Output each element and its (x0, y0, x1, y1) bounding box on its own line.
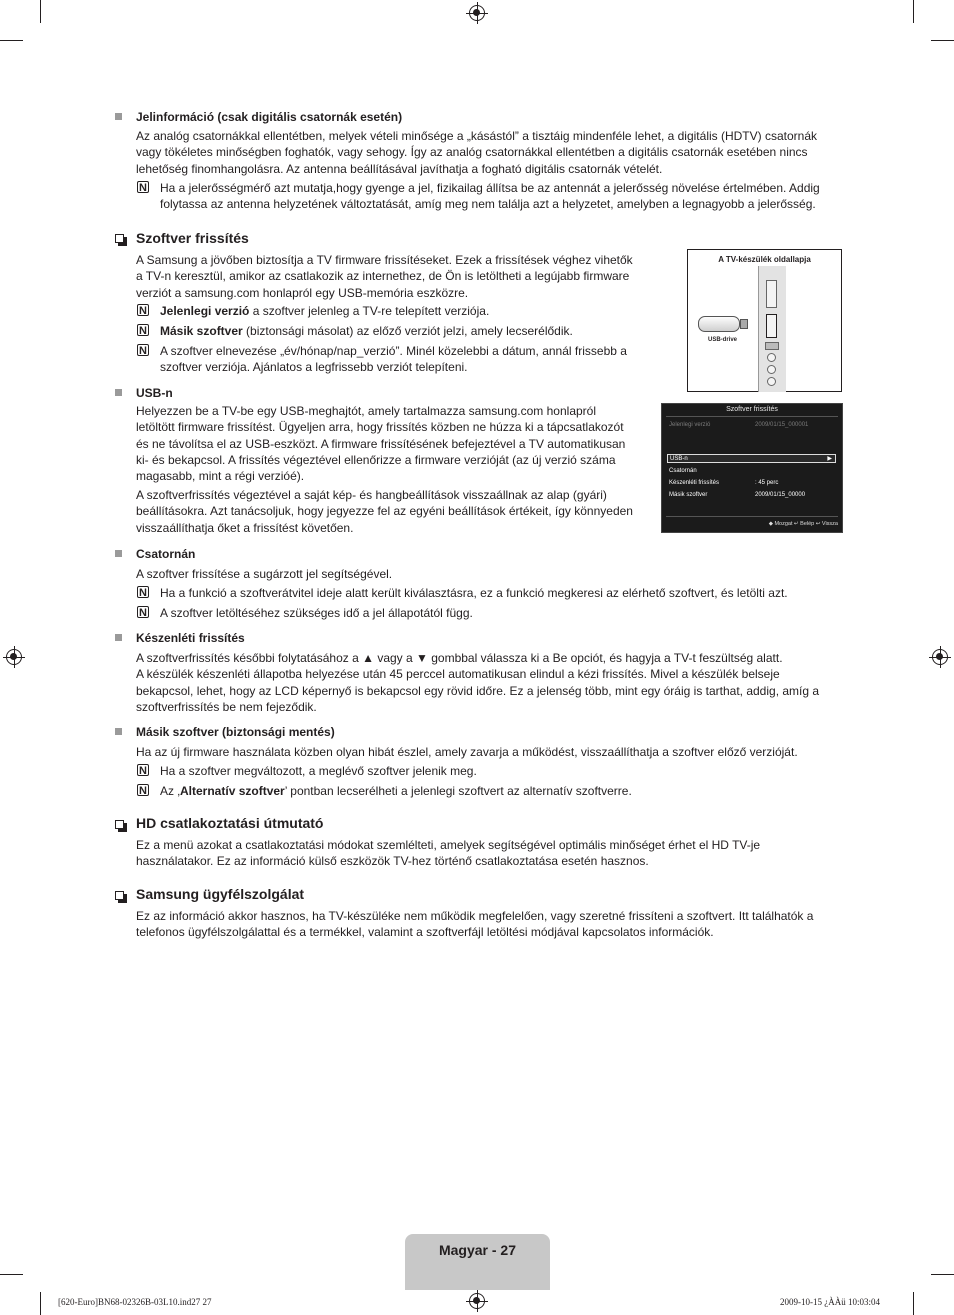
text-line: és ne távolítsa el az USB-eszközt. A firmware frissítésének befejeztével a TV automatikusan (136, 436, 626, 451)
note-text: ’ pontban lecserélheti a jelenlegi szoftvert az alternatív szoftverre. (284, 784, 632, 798)
crop-mark (0, 40, 23, 41)
other-software-note (160, 323, 573, 339)
alternative-body: Ha az új firmware használata közben olyan hibát észlel, amely zavarja a működést, visszaállíthatja a szoftver előző verzióját. (136, 745, 798, 759)
usb-drive-icon (698, 316, 740, 332)
text-line: lehetőség finomhangolásra. Az antenna beállításával javíthatja a fogható digitális csatornák vételét. (136, 161, 663, 176)
signal-info-heading: Jelinformáció (csak digitális csatornák esetén) (136, 110, 403, 124)
naming-note (160, 343, 627, 376)
text-line: A készülék készenléti állapotba helyezése után 45 perccel automatikusan elindul a kézi frissítés. Mivel a készülék belseje (136, 667, 780, 682)
registration-mark-icon (932, 649, 948, 665)
bullet-square-icon (115, 113, 122, 120)
av-label-icon (765, 342, 779, 350)
note-icon: N (137, 586, 149, 598)
crop-mark (40, 1292, 41, 1315)
bold-term: Alternatív szoftver (180, 784, 285, 798)
text-line: A Samsung a jövőben biztosítja a TV firmware frissítéseket. Ezek a frissítések véghez vihetők (136, 253, 633, 267)
osd-value: 2009/01/15_00000 (755, 492, 806, 498)
hd-guide-heading: HD csatlakoztatási útmutató (136, 815, 324, 831)
checkbox-bullet-icon (115, 891, 124, 900)
text-line: A szoftverfrissítés végeztével a saját kép- és hangbeállítások visszaállnak az alap (gyári) (136, 488, 607, 502)
current-version-note (160, 303, 489, 319)
text-line: folytassa az antenna helyzetének változtatását, amíg meg nem találja azt a helyzetet, amelyben a legnagyobb a jelerősség. (160, 197, 816, 212)
checkbox-bullet-icon (115, 234, 124, 243)
text-line: telefonos ügyfélszolgálattal és a termékkel, valamint a szoftverfájl letöltési módjával kapcsolatos információk. (136, 925, 714, 940)
osd-value: 2009/01/15_000001 (755, 422, 809, 428)
usb-port-icon (766, 314, 777, 338)
arrow-right-icon: ▶ (827, 456, 832, 462)
text-line: letöltött firmware frissítést. Ügyeljen arra, hogy frissítés közben ne húzza ki a tápcsatlakozót (136, 420, 624, 435)
osd-label: Készenléti frissítés (669, 480, 720, 486)
crop-mark (931, 1274, 954, 1275)
osd-row-channel[interactable] (669, 467, 836, 476)
tv-side-panel-figure (687, 249, 842, 392)
text-line: a TV-n keresztül, amikor az csatlakozik az internethez, de Ön is letöltheti a legújabb firmware (136, 269, 630, 284)
note-icon: N (137, 606, 149, 618)
text-line: magasabb, mint a régi verzióé). (136, 469, 305, 484)
text-line: A szoftverfrissítés későbbi folytatásához a ▲ vagy a ▼ gombbal válassza ki a Be opciót, és hagyja a TV-t feszültség alatt. (136, 651, 783, 665)
support-body (136, 908, 813, 941)
text-line: A szoftver elnevezése „év/hónap/nap_verzió”. Minél közelebbi a dátum, annál frissebb a (160, 344, 627, 358)
note-text: Az ‚ (160, 784, 181, 798)
bullet-square-icon (115, 550, 122, 557)
text-line: beállításokra. Azt tanácsoljuk, hogy jegyezze fel az egyéni beállítások értékeit, így könnyeden (136, 504, 633, 519)
note-text: (biztonsági másolat) az előző verziót jelzi, amely lecserélődik. (242, 324, 573, 338)
text-line: verziót a samsung.com honlapról egy USB-memória eszközre. (136, 285, 469, 300)
software-update-osd (661, 403, 843, 533)
crop-mark (40, 0, 41, 23)
hd-guide-body (136, 837, 760, 870)
alternative-note-1: Ha a szoftver megváltozott, a meglévő szoftver jelenik meg. (160, 764, 477, 778)
osd-label: Másik szoftver (669, 492, 708, 498)
note-icon: N (137, 764, 149, 776)
note-icon: N (137, 181, 149, 193)
text-line: vagy tökéletes minőségben foghatók, vagy sehogy. Így az analóg csatornákkal ellentétben a digitális csatornák esetében nincs (136, 145, 808, 160)
text-line: bekapcsol, lehet, hogy az LCD képernyő is bekapcsol egy rövid időre. Ez a jelenség több, mint egy óráig is tarthat, addig, amíg a (136, 683, 820, 698)
usb-body (136, 403, 625, 484)
divider (666, 516, 838, 517)
text-line: Ha a jelerősségmérő azt mutatja,hogy gyenge a jel, fizikailag állítsa be az antennát a jelerősség növelése értelmében. Addig (160, 181, 820, 195)
text-line: Az analóg csatornákkal ellentétben, melyek vételi minősége a „kásástól” a tisztáig mindenféle lehet, a digitális (HDTV) csatornák (136, 129, 817, 143)
text-line: Ez a menü azokat a csatlakoztatási módokat szemlélteti, amelyek segítségével optimális minőséget érhet el HD TV-je (136, 838, 761, 852)
channel-note-2: A szoftver letöltéséhez szükséges idő a jel állapotától függ. (160, 606, 473, 620)
registration-mark-icon (6, 649, 22, 665)
text-line: ki- és bekapcsol. A frissítés végeztével ellenőrizze a firmware verzióját (az új verzió száma (136, 452, 616, 467)
osd-label: USB-n (670, 456, 688, 462)
footer-timestamp: 2009-10-15 ¿ÀÀü 10:03:04 (780, 1297, 880, 1307)
footer-file-info: [620-Euro]BN68-02326B-03L10.ind27 27 (58, 1297, 212, 1307)
note-icon: N (137, 344, 149, 356)
channel-heading: Csatornán (136, 547, 196, 561)
page-number: Magyar - 27 (438, 1242, 517, 1258)
text-line: Ez az információ akkor hasznos, ha TV-készüléke nem működik megfelelően, vagy szeretné frissíteni a szoftvert. Itt találhatók a (136, 909, 814, 923)
bullet-square-icon (115, 728, 122, 735)
text-line: szoftver verziója. Ajánlatos a legfrissebb verziót telepíteni. (160, 360, 468, 375)
bold-term: Jelenlegi verzió (160, 304, 250, 318)
divider (666, 416, 838, 417)
text-line: használatakor. Ez az információ külső eszközök TV-hez történő csatlakoztatása esetén hasznos. (136, 854, 649, 869)
osd-label: Csatornán (669, 468, 697, 474)
support-heading: Samsung ügyfélszolgálat (136, 886, 305, 902)
standby-heading: Készenléti frissítés (136, 631, 245, 645)
note-icon: N (137, 324, 149, 336)
osd-row-usb[interactable] (667, 454, 836, 463)
registration-mark-icon (469, 1293, 485, 1309)
osd-footer: ◆ Mozgat ↵ Belép ↩ Vissza (768, 521, 838, 527)
osd-current-version (669, 421, 836, 430)
signal-info-body (136, 128, 817, 177)
osd-row-standby[interactable] (669, 479, 836, 488)
usb-plug-icon (740, 319, 748, 329)
usb-body-2 (136, 487, 633, 536)
bold-term: Másik szoftver (160, 324, 243, 338)
osd-row-alternative[interactable] (669, 491, 836, 500)
software-update-body (136, 252, 633, 301)
figure-title: A TV-készülék oldallapja (718, 255, 811, 264)
standby-body (136, 650, 819, 715)
text-line: szoftverfrissítés be nem fejeződik. (136, 699, 317, 714)
text-line: visszaállíthatja őket a frissítést követően. (136, 520, 354, 535)
bullet-square-icon (115, 634, 122, 641)
crop-mark (913, 0, 914, 23)
checkbox-bullet-icon (115, 820, 124, 829)
signal-info-note (160, 180, 820, 213)
osd-value: : 45 perc (755, 480, 779, 486)
registration-mark-icon (469, 5, 485, 21)
note-text: a szoftver jelenleg a TV-re telepített verziója. (249, 304, 490, 318)
alternative-note-2 (160, 783, 632, 799)
bullet-square-icon (115, 389, 122, 396)
channel-note-1: Ha a funkció a szoftverátvitel ideje alatt került kiválasztásra, ez a funkció megkeresi az elérhető szoftvert, és letölti azt. (160, 586, 788, 600)
hdmi-port-icon (766, 280, 777, 308)
osd-label: Jelenlegi verzió (669, 422, 711, 428)
channel-body: A szoftver frissítése a sugárzott jel segítségével. (136, 567, 393, 581)
crop-mark (931, 40, 954, 41)
jack-port-icon (767, 353, 776, 362)
crop-mark (0, 1274, 23, 1275)
note-icon: N (137, 784, 149, 796)
note-icon: N (137, 304, 149, 316)
alternative-heading: Másik szoftver (biztonsági mentés) (136, 725, 335, 739)
jack-port-icon (767, 365, 776, 374)
crop-mark (913, 1292, 914, 1315)
software-update-heading: Szoftver frissítés (136, 230, 249, 246)
osd-title: Szoftver frissítés (726, 406, 778, 413)
jack-port-icon (767, 377, 776, 386)
tv-side-panel (758, 266, 786, 392)
text-line: Helyezzen be a TV-be egy USB-meghajtót, amely tartalmazza samsung.com honlapról (136, 404, 597, 418)
usb-heading: USB-n (136, 386, 173, 400)
usb-drive-label: USB-drive (708, 337, 738, 343)
